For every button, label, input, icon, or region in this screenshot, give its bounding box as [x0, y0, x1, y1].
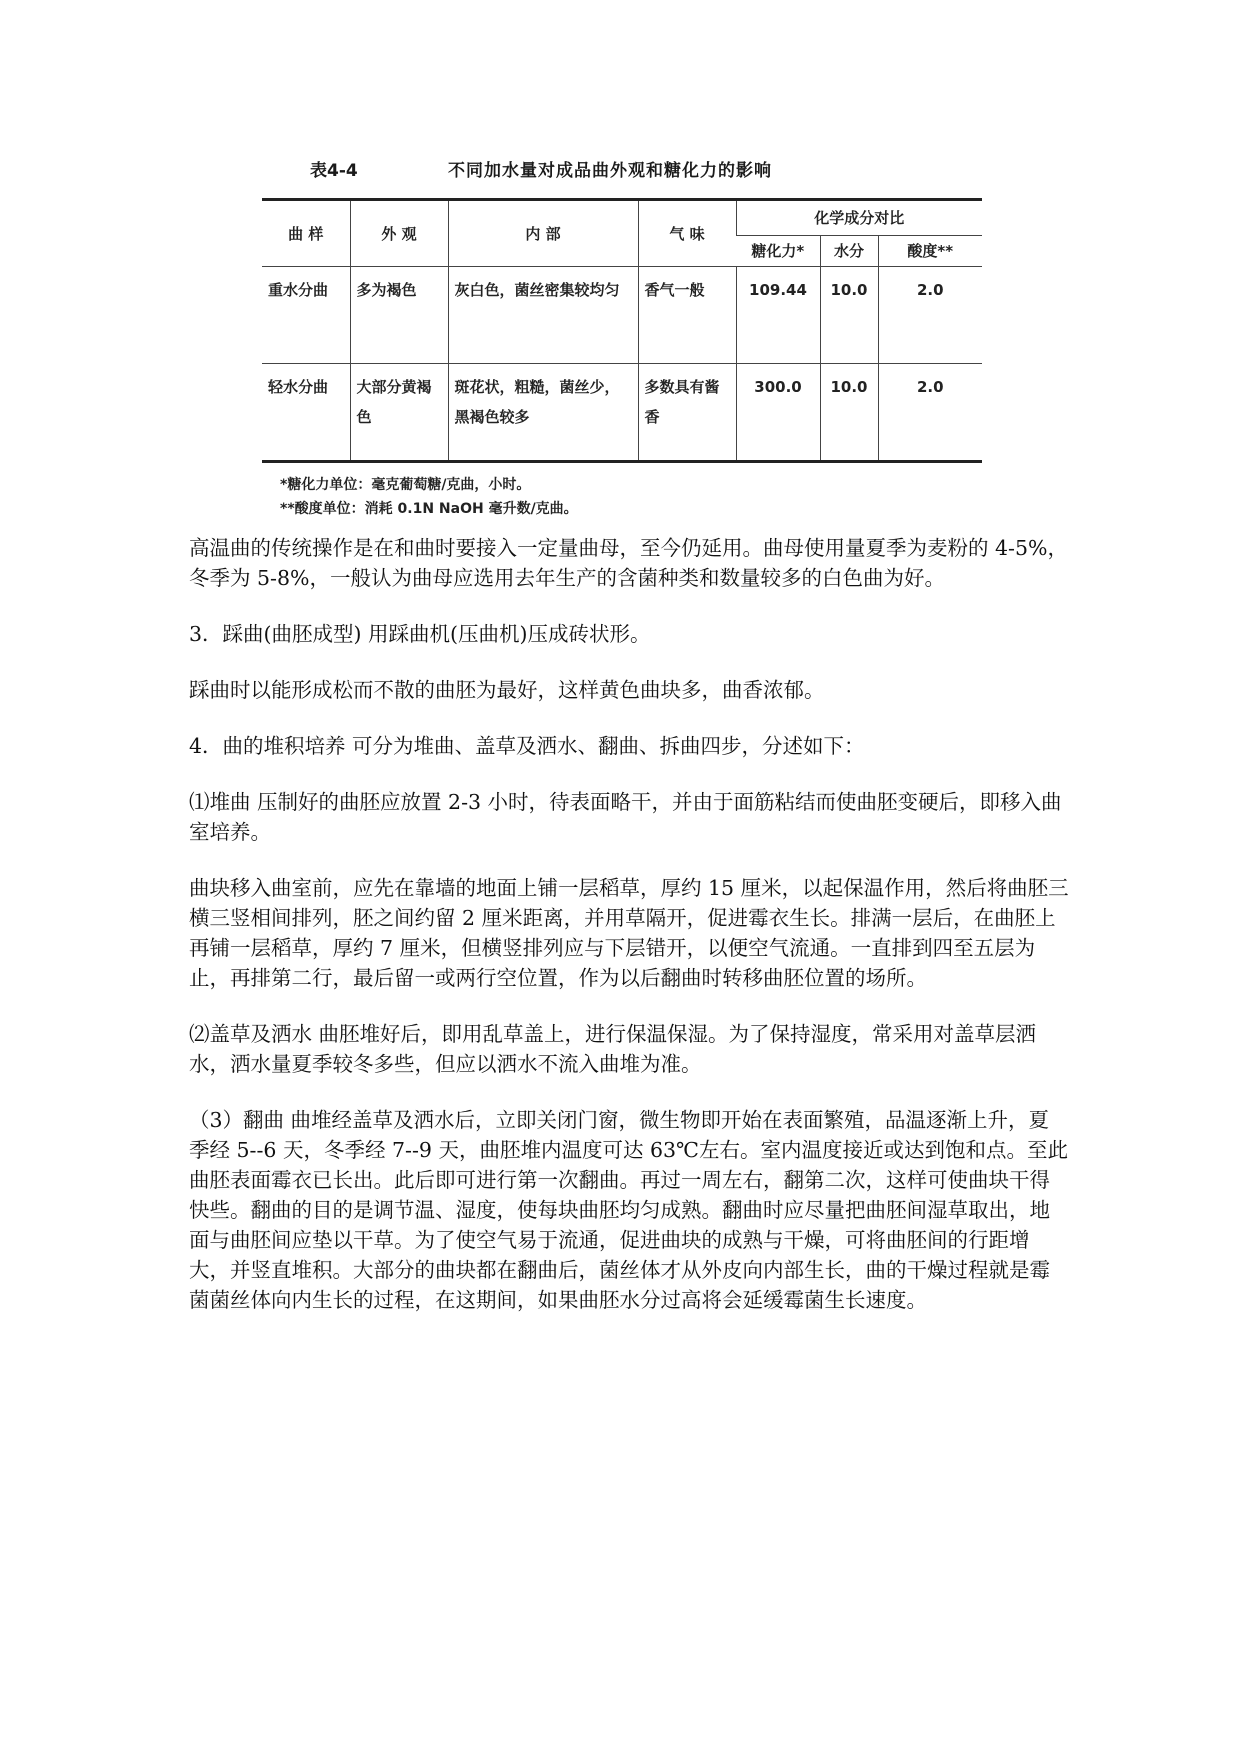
cell-acidity: 2.0 [878, 364, 982, 462]
paragraph-stacking-detail: 曲块移入曲室前，应先在靠墙的地面上铺一层稻草，厚约 15 厘米，以起保温作用，然后将曲胚三横三竖相间排列，胚之间约留 2 厘米距离，并用草隔开，促进霉衣生长。排满一层后，在曲胚上再铺一层稻草，厚约 7 厘米，但横竖排列应与下层错开，以便空气流通。一直排到四至五层为止，再排第二行，最后留一或两行空位置，作为以后翻曲时转移曲胚位置的场所。 [189, 876, 1069, 990]
header-sacch: 糖化力* [736, 236, 820, 267]
cell-appearance: 多为褐色 [350, 267, 448, 364]
table-row [262, 364, 982, 462]
paragraph-step3-heading: 3．踩曲(曲胚成型) 用踩曲机(压曲机)压成砖状形。 [189, 622, 651, 646]
table-caption [262, 156, 982, 186]
cell-interior: 灰白色，菌丝密集较均匀 [448, 267, 638, 364]
cell-smell: 多数具有酱香 [638, 364, 736, 462]
header-appearance: 外 观 [350, 200, 448, 267]
table-row [262, 267, 982, 364]
cell-smell: 香气一般 [638, 267, 736, 364]
paragraph-turning: （3）翻曲 曲堆经盖草及洒水后，立即关闭门窗，微生物即开始在表面繁殖，品温逐渐上升，夏季经 5--6 天，冬季经 7--9 天，曲胚堆内温度可达 63℃左右。室内温度接近或达到饱和点。至此曲胚表面霉衣已长出。此后即可进行第一次翻曲。再过一周左右，翻第二次，这样可使曲块干得快些。翻曲的目的是调节温、湿度，使每块曲胚均匀成熟。翻曲时应尽量把曲胚间湿草取出，地面与曲胚间应垫以干草。为了使空气易于流通，促进曲块的成熟与干燥，可将曲胚间的行距增大，并竖直堆积。大部分的曲块都在翻曲后，菌丝体才从外皮向内部生长，曲的干燥过程就是霉菌菌丝体向内生长的过程，在这期间，如果曲胚水分过高将会延缓霉菌生长速度。 [189, 1108, 1068, 1312]
paragraph-step3-detail: 踩曲时以能形成松而不散的曲胚为最好，这样黄色曲块多，曲香浓郁。 [189, 678, 825, 702]
cell-sample: 重水分曲 [262, 267, 350, 364]
table-footnotes [262, 473, 982, 521]
body-text [189, 533, 1069, 1341]
header-acidity: 酸度** [878, 236, 982, 267]
cell-sample: 轻水分曲 [262, 364, 350, 462]
header-moisture: 水分 [820, 236, 878, 267]
cell-sacch: 109.44 [736, 267, 820, 364]
footnote-sacch-unit: *糖化力单位：毫克葡萄糖/克曲，小时。 [280, 477, 531, 493]
data-table [262, 198, 982, 463]
footnote-acidity-unit: **酸度单位：消耗 0.1N NaOH 毫升数/克曲。 [280, 501, 578, 517]
cell-acidity: 2.0 [878, 267, 982, 364]
table-title: 不同加水量对成品曲外观和糖化力的影响 [448, 161, 772, 181]
paragraph-step4-heading: 4．曲的堆积培养 可分为堆曲、盖草及洒水、翻曲、拆曲四步，分述如下： [189, 734, 865, 758]
cell-moisture: 10.0 [820, 364, 878, 462]
cell-interior: 斑花状，粗糙，菌丝少，黑褐色较多 [448, 364, 638, 462]
header-sample: 曲 样 [262, 200, 350, 267]
header-smell: 气 味 [638, 200, 736, 267]
table-header-row [262, 200, 982, 236]
paragraph-starter-usage: 高温曲的传统操作是在和曲时要接入一定量曲母，至今仍延用。曲母使用量夏季为麦粉的 4-5%，冬季为 5-8%，一般认为曲母应选用去年生产的含菌种类和数量较多的白色曲为好。 [189, 536, 1069, 590]
cell-appearance: 大部分黄褐色 [350, 364, 448, 462]
cell-sacch: 300.0 [736, 364, 820, 462]
paragraph-covering-watering: ⑵盖草及洒水 曲胚堆好后，即用乱草盖上，进行保温保湿。为了保持湿度，常采用对盖草层洒水，洒水量夏季较冬多些，但应以洒水不流入曲堆为准。 [189, 1022, 1037, 1076]
cell-moisture: 10.0 [820, 267, 878, 364]
header-interior: 内 部 [448, 200, 638, 267]
paragraph-stacking: ⑴堆曲 压制好的曲胚应放置 2-3 小时，待表面略干，并由于面筋粘结而使曲胚变硬后，即移入曲室培养。 [189, 790, 1062, 844]
table-number: 表4-4 [310, 161, 358, 181]
header-chem-group: 化学成分对比 [736, 200, 982, 236]
scanned-table-figure [262, 156, 982, 521]
